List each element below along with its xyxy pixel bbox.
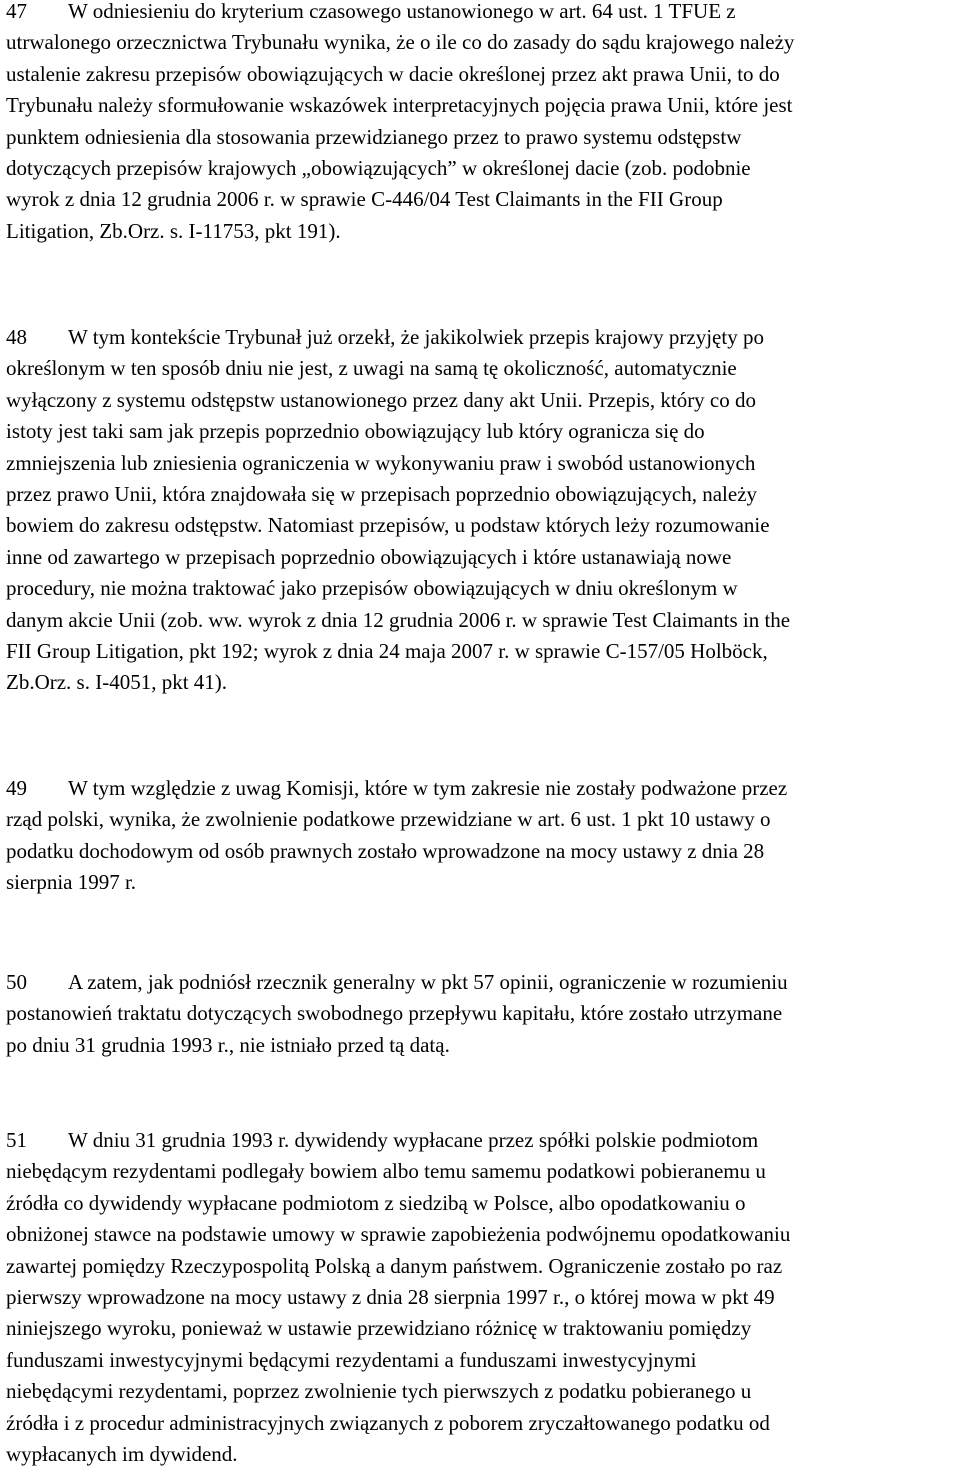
paragraph-line: procedury, nie można traktować jako przepisów obowiązujących w dniu określonym w: [6, 576, 738, 601]
paragraph-line: niniejszego wyroku, ponieważ w ustawie przewidziano różnicę w traktowaniu pomiędzy: [6, 1316, 752, 1341]
paragraph-line: wyłączony z systemu odstępstw ustanowionego przez dany akt Unii. Przepis, który co do: [6, 387, 757, 412]
paragraph-number: 50: [6, 970, 27, 994]
paragraph-line: utrwalonego orzecznictwa Trybunału wynika, że o ile co do zasady do sądu krajowego należy: [6, 30, 795, 55]
paragraph-line: przez prawo Unii, która znajdowała się w przepisach poprzednio obowiązujących, należy: [6, 481, 758, 506]
paragraph-line: [6, 322, 956, 353]
paragraph-text: A zatem, jak podniósł rzecznik generalny w pkt 57 opinii, ograniczenie w rozumieniu: [68, 970, 788, 994]
paragraph-48: [6, 322, 956, 699]
paragraph-text: W tym względzie z uwag Komisji, które w tym zakresie nie zostały podważone przez: [68, 776, 788, 800]
paragraph-line: rząd polski, wynika, że zwolnienie podatkowe przewidziane w art. 6 ust. 1 pkt 10 ustawy o: [6, 807, 771, 832]
paragraph-49: [6, 773, 956, 899]
paragraph-line: ustalenie zakresu przepisów obowiązujących w dacie określonej przez akt prawa Unii, to do: [6, 61, 780, 86]
paragraph-line: określonym w ten sposób dniu nie jest, z uwagi na samą tę okoliczność, automatycznie: [6, 356, 737, 381]
paragraph-line: źródła co dywidendy wypłacane podmiotom z siedzibą w Polsce, albo opodatkowaniu o: [6, 1190, 746, 1215]
paragraph-line: [6, 0, 956, 27]
paragraph-line: inne od zawartego w przepisach poprzednio obowiązujących i które ustanawiają nowe: [6, 544, 732, 569]
paragraph-line: [6, 1125, 956, 1156]
paragraph-50: [6, 967, 956, 1061]
paragraph-line: dotyczących przepisów krajowych „obowiązujących” w określonej dacie (zob. podobnie: [6, 155, 751, 180]
paragraph-line: istoty jest taki sam jak przepis poprzednio obowiązujący lub który ogranicza się do: [6, 419, 705, 444]
paragraph-line: Litigation, Zb.Orz. s. I‑11753, pkt 191).: [6, 218, 341, 243]
paragraph-line: zawartej pomiędzy Rzeczypospolitą Polską a danym państwem. Ograniczenie zostało po raz: [6, 1253, 783, 1278]
paragraph-line: obniżonej stawce na podstawie umowy w sprawie zapobieżenia podwójnemu opodatkowaniu: [6, 1222, 791, 1247]
paragraph-line: podatku dochodowym od osób prawnych zostało wprowadzone na mocy ustawy z dnia 28: [6, 838, 765, 863]
paragraph-line: [6, 967, 956, 998]
paragraph-line: bowiem do zakresu odstępstw. Natomiast przepisów, u podstaw których leży rozumowanie: [6, 513, 770, 538]
paragraph-line: funduszami inwestycyjnymi będącymi rezydentami a funduszami inwestycyjnymi: [6, 1347, 697, 1372]
paragraph-line: pierwszy wprowadzone na mocy ustawy z dnia 28 sierpnia 1997 r., o której mowa w pkt 49: [6, 1284, 775, 1309]
paragraph-line: niebędącym rezydentami podlegały bowiem albo temu samemu podatkowi pobieranemu u: [6, 1159, 766, 1184]
paragraph-line: źródła i z procedur administracyjnych związanych z poborem zryczałtowanego podatku od: [6, 1410, 770, 1435]
paragraph-line: danym akcie Unii (zob. ww. wyrok z dnia 12 grudnia 2006 r. w sprawie Test Claimants in the: [6, 607, 791, 632]
paragraph-line: wypłacanych im dywidend.: [6, 1441, 238, 1466]
paragraph-number: 49: [6, 776, 27, 800]
paragraph-text: W odniesieniu do kryterium czasowego ustanowionego w art. 64 ust. 1 TFUE z: [68, 0, 736, 23]
paragraph-51: [6, 1125, 956, 1470]
paragraph-line: FII Group Litigation, pkt 192; wyrok z dnia 24 maja 2007 r. w sprawie C‑157/05 Holböck,: [6, 638, 768, 663]
paragraph-line: wyrok z dnia 12 grudnia 2006 r. w sprawie C‑446/04 Test Claimants in the FII Group: [6, 187, 723, 212]
paragraph-number: 47: [6, 0, 27, 23]
paragraph-number: 51: [6, 1128, 27, 1152]
paragraph-number: 48: [6, 325, 27, 349]
paragraph-line: Zb.Orz. s. I‑4051, pkt 41).: [6, 670, 228, 695]
paragraph-line: punktem odniesienia dla stosowania przewidzianego przez to prawo systemu odstępstw: [6, 124, 742, 149]
paragraph-line: sierpnia 1997 r.: [6, 870, 137, 895]
paragraph-line: zmniejszenia lub zniesienia ograniczenia w wykonywaniu praw i swobód ustanowionych: [6, 450, 756, 475]
paragraph-text: W dniu 31 grudnia 1993 r. dywidendy wypłacane przez spółki polskie podmiotom: [68, 1128, 759, 1152]
paragraph-line: niebędącymi rezydentami, poprzez zwolnienie tych pierwszych z podatku pobieranego u: [6, 1379, 752, 1404]
paragraph-line: [6, 773, 956, 804]
paragraph-line: postanowień traktatu dotyczących swobodnego przepływu kapitału, które zostało utrzymane: [6, 1001, 783, 1026]
paragraph-line: Trybunału należy sformułowanie wskazówek interpretacyjnych pojęcia prawa Unii, które jest: [6, 93, 793, 118]
paragraph-line: po dniu 31 grudnia 1993 r., nie istniało przed tą datą.: [6, 1032, 450, 1057]
paragraph-text: W tym kontekście Trybunał już orzekł, że jakikolwiek przepis krajowy przyjęty po: [68, 325, 764, 349]
paragraph-47: [6, 0, 956, 247]
